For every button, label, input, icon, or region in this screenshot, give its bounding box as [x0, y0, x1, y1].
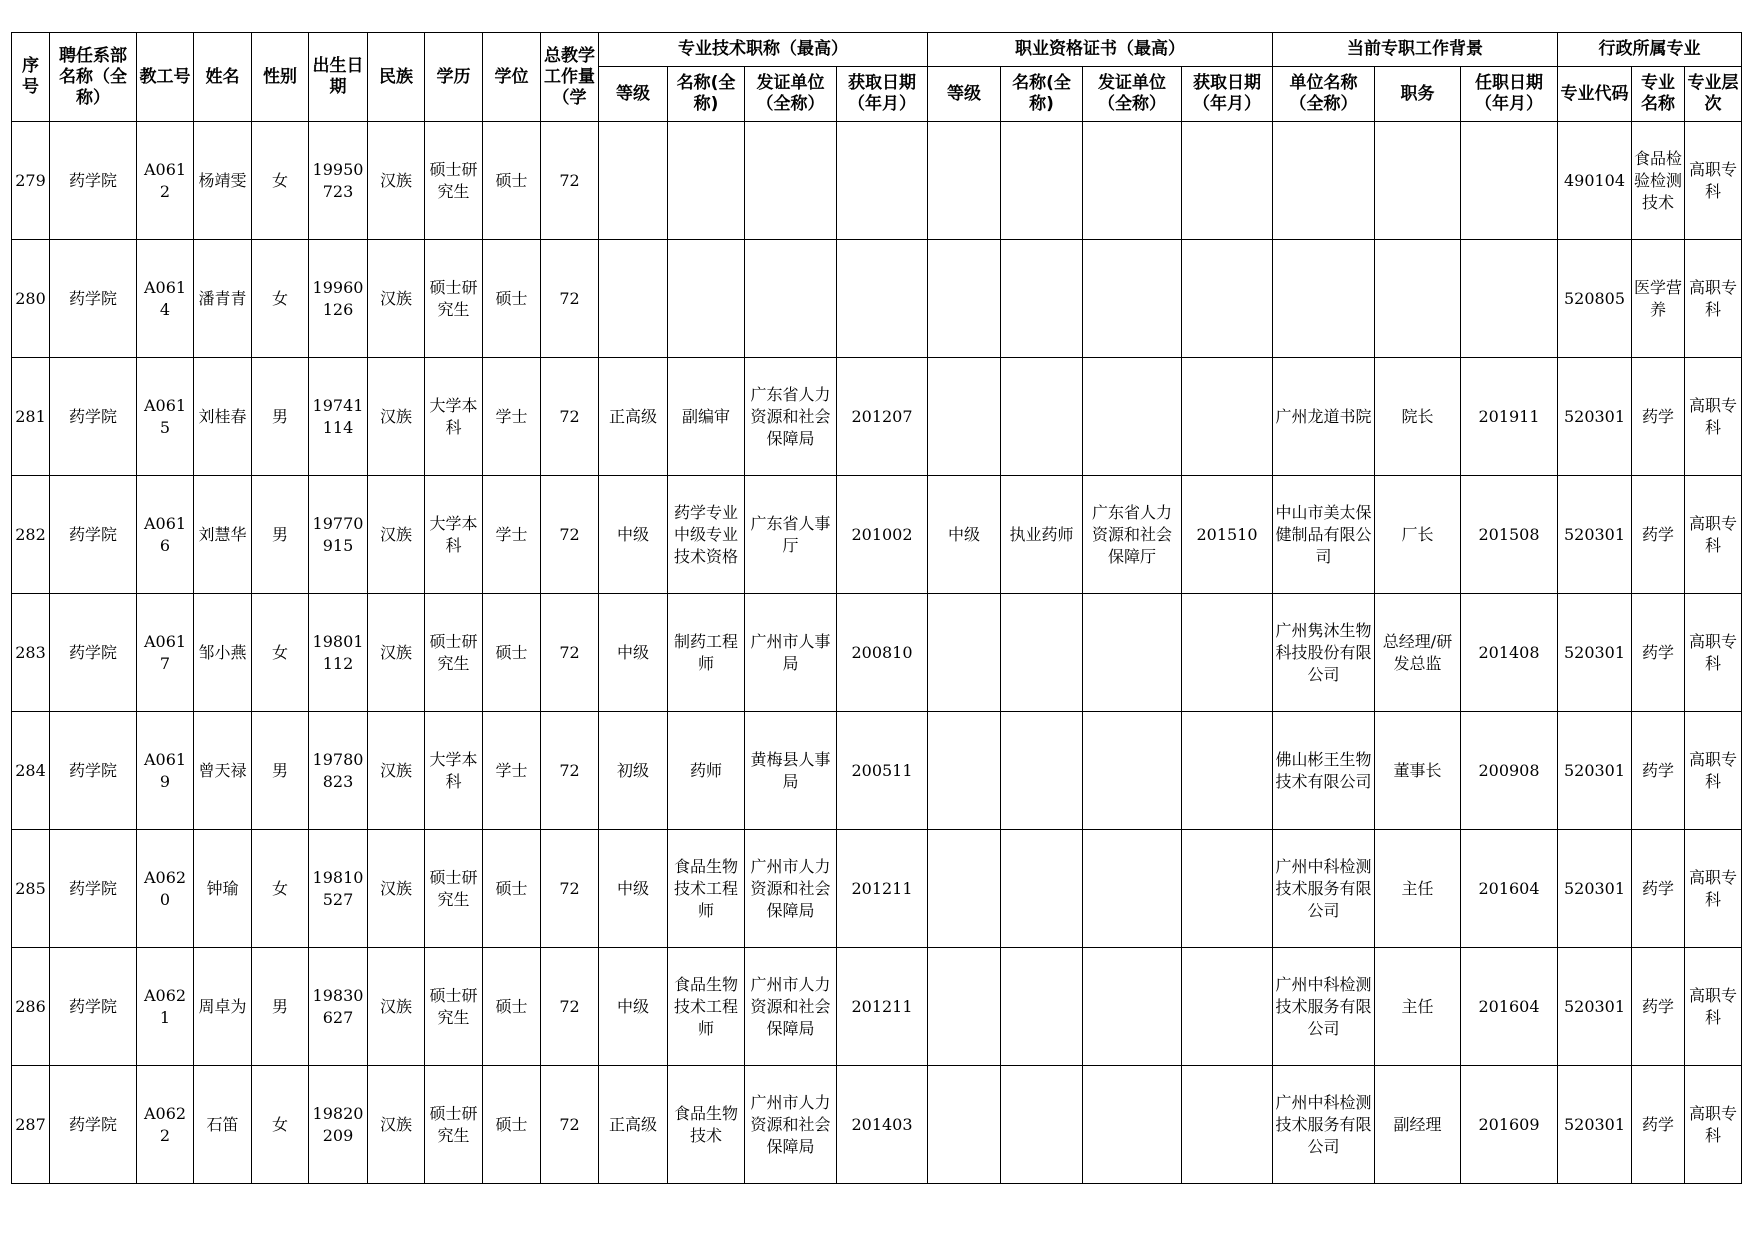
- cell-seq: 285: [12, 830, 50, 948]
- header-education: 学历: [425, 33, 483, 122]
- cell-title-level: 中级: [599, 948, 668, 1066]
- cell-name: 曾天禄: [194, 712, 252, 830]
- group-header-row: [12, 33, 1742, 67]
- header-ethnicity: 民族: [368, 33, 425, 122]
- cell-title-date: 201207: [837, 358, 928, 476]
- cell-degree: 硕士: [483, 948, 541, 1066]
- cell-work-date: 201604: [1461, 948, 1558, 1066]
- cell-cert-date: 201510: [1182, 476, 1273, 594]
- cell-major-code: 520301: [1558, 476, 1632, 594]
- cell-staff-no: A0619: [137, 712, 194, 830]
- cell-education: 硕士研究生: [425, 122, 483, 240]
- cell-gender: 女: [252, 594, 309, 712]
- cell-major-name: 药学: [1632, 358, 1685, 476]
- cell-staff-no: A0612: [137, 122, 194, 240]
- cell-ethnicity: 汉族: [368, 1066, 425, 1184]
- cell-work-date: 201408: [1461, 594, 1558, 712]
- cell-title-date: 201403: [837, 1066, 928, 1184]
- cell-title-level: 中级: [599, 476, 668, 594]
- cell-title-issuer: 广东省人事厅: [745, 476, 837, 594]
- cell-cert-name: [1001, 1066, 1083, 1184]
- header-title-name: 名称(全称): [668, 67, 745, 122]
- cell-title-issuer: 广州市人力资源和社会保障局: [745, 830, 837, 948]
- group-header-admin-major: 行政所属专业: [1558, 33, 1742, 67]
- header-birth: 出生日期: [309, 33, 368, 122]
- cell-dept: 药学院: [50, 594, 137, 712]
- cell-cert-level: [928, 1066, 1001, 1184]
- cell-cert-name: [1001, 948, 1083, 1066]
- cell-major-level: 高职专科: [1685, 1066, 1742, 1184]
- header-staff-no: 教工号: [137, 33, 194, 122]
- cell-title-name: [668, 240, 745, 358]
- cell-work-position: 副经理: [1375, 1066, 1461, 1184]
- cell-dept: 药学院: [50, 948, 137, 1066]
- cell-cert-name: [1001, 712, 1083, 830]
- header-name: 姓名: [194, 33, 252, 122]
- cell-birth: 19741114: [309, 358, 368, 476]
- cell-name: 邹小燕: [194, 594, 252, 712]
- cell-title-date: 201211: [837, 830, 928, 948]
- cell-name: 杨靖雯: [194, 122, 252, 240]
- cell-title-level: 正高级: [599, 358, 668, 476]
- header-work-position: 职务: [1375, 67, 1461, 122]
- cell-cert-issuer: [1083, 948, 1182, 1066]
- cell-work-date: 201609: [1461, 1066, 1558, 1184]
- header-workload: 总教学工作量（学: [541, 33, 599, 122]
- cell-work-position: 院长: [1375, 358, 1461, 476]
- cell-degree: 硕士: [483, 122, 541, 240]
- cell-cert-date: [1182, 948, 1273, 1066]
- cell-cert-issuer: 广东省人力资源和社会保障厅: [1083, 476, 1182, 594]
- cell-name: 钟瑜: [194, 830, 252, 948]
- cell-cert-date: [1182, 240, 1273, 358]
- header-major-code: 专业代码: [1558, 67, 1632, 122]
- cell-work-date: 201508: [1461, 476, 1558, 594]
- table-row: [12, 122, 1742, 240]
- cell-birth: 19950723: [309, 122, 368, 240]
- cell-dept: 药学院: [50, 830, 137, 948]
- table-row: [12, 358, 1742, 476]
- cell-seq: 284: [12, 712, 50, 830]
- cell-title-name: 副编审: [668, 358, 745, 476]
- cell-cert-level: 中级: [928, 476, 1001, 594]
- cell-major-level: 高职专科: [1685, 358, 1742, 476]
- cell-workload: 72: [541, 358, 599, 476]
- header-gender: 性别: [252, 33, 309, 122]
- cell-ethnicity: 汉族: [368, 122, 425, 240]
- cell-cert-date: [1182, 830, 1273, 948]
- cell-degree: 学士: [483, 712, 541, 830]
- cell-name: 潘青青: [194, 240, 252, 358]
- cell-gender: 男: [252, 358, 309, 476]
- cell-work-date: [1461, 122, 1558, 240]
- cell-title-level: [599, 240, 668, 358]
- cell-education: 硕士研究生: [425, 1066, 483, 1184]
- cell-major-level: 高职专科: [1685, 240, 1742, 358]
- cell-title-date: [837, 122, 928, 240]
- cell-name: 石笛: [194, 1066, 252, 1184]
- cell-ethnicity: 汉族: [368, 358, 425, 476]
- cell-education: 硕士研究生: [425, 594, 483, 712]
- cell-cert-date: [1182, 594, 1273, 712]
- header-work-date: 任职日期（年月）: [1461, 67, 1558, 122]
- cell-work-unit: 广州中科检测技术服务有限公司: [1273, 830, 1375, 948]
- cell-birth: 19820209: [309, 1066, 368, 1184]
- cell-work-position: [1375, 240, 1461, 358]
- cell-major-code: 520301: [1558, 1066, 1632, 1184]
- cell-gender: 男: [252, 948, 309, 1066]
- cell-degree: 硕士: [483, 594, 541, 712]
- cell-major-code: 520805: [1558, 240, 1632, 358]
- cell-dept: 药学院: [50, 1066, 137, 1184]
- cell-cert-name: [1001, 594, 1083, 712]
- cell-education: 大学本科: [425, 358, 483, 476]
- header-title-issuer: 发证单位（全称）: [745, 67, 837, 122]
- cell-name: 刘桂春: [194, 358, 252, 476]
- cell-title-name: 食品生物技术工程师: [668, 830, 745, 948]
- cell-degree: 硕士: [483, 830, 541, 948]
- cell-title-name: 药学专业中级专业技术资格: [668, 476, 745, 594]
- cell-ethnicity: 汉族: [368, 476, 425, 594]
- cell-cert-level: [928, 240, 1001, 358]
- table-row: [12, 948, 1742, 1066]
- cell-major-code: 520301: [1558, 712, 1632, 830]
- header-major-level: 专业层次: [1685, 67, 1742, 122]
- cell-gender: 女: [252, 240, 309, 358]
- cell-workload: 72: [541, 830, 599, 948]
- cell-major-name: 食品检验检测技术: [1632, 122, 1685, 240]
- header-cert-level: 等级: [928, 67, 1001, 122]
- cell-education: 硕士研究生: [425, 830, 483, 948]
- cell-title-name: 食品生物技术工程师: [668, 948, 745, 1066]
- cell-gender: 女: [252, 122, 309, 240]
- cell-ethnicity: 汉族: [368, 948, 425, 1066]
- cell-cert-issuer: [1083, 830, 1182, 948]
- table-row: [12, 594, 1742, 712]
- cell-education: 大学本科: [425, 476, 483, 594]
- header-cert-name: 名称(全称): [1001, 67, 1083, 122]
- cell-cert-level: [928, 830, 1001, 948]
- cell-major-code: 520301: [1558, 830, 1632, 948]
- header-work-unit: 单位名称（全称）: [1273, 67, 1375, 122]
- cell-work-date: 201911: [1461, 358, 1558, 476]
- cell-gender: 男: [252, 476, 309, 594]
- cell-workload: 72: [541, 240, 599, 358]
- cell-work-unit: [1273, 240, 1375, 358]
- cell-cert-level: [928, 358, 1001, 476]
- cell-title-name: [668, 122, 745, 240]
- cell-title-issuer: 广州市人力资源和社会保障局: [745, 1066, 837, 1184]
- cell-major-code: 520301: [1558, 594, 1632, 712]
- cell-major-level: 高职专科: [1685, 122, 1742, 240]
- cell-title-level: 中级: [599, 830, 668, 948]
- cell-major-name: 药学: [1632, 948, 1685, 1066]
- table-row: [12, 712, 1742, 830]
- cell-workload: 72: [541, 122, 599, 240]
- cell-major-name: 药学: [1632, 594, 1685, 712]
- cell-title-issuer: 广州市人事局: [745, 594, 837, 712]
- cell-education: 硕士研究生: [425, 240, 483, 358]
- cell-birth: 19810527: [309, 830, 368, 948]
- cell-birth: 19780823: [309, 712, 368, 830]
- cell-dept: 药学院: [50, 358, 137, 476]
- cell-education: 硕士研究生: [425, 948, 483, 1066]
- cell-ethnicity: 汉族: [368, 240, 425, 358]
- cell-title-level: 正高级: [599, 1066, 668, 1184]
- cell-workload: 72: [541, 1066, 599, 1184]
- cell-name: 刘慧华: [194, 476, 252, 594]
- cell-work-unit: [1273, 122, 1375, 240]
- cell-title-issuer: [745, 240, 837, 358]
- cell-major-level: 高职专科: [1685, 948, 1742, 1066]
- cell-major-code: 520301: [1558, 948, 1632, 1066]
- cell-seq: 281: [12, 358, 50, 476]
- cell-name: 周卓为: [194, 948, 252, 1066]
- cell-workload: 72: [541, 712, 599, 830]
- cell-work-unit: 中山市美太保健制品有限公司: [1273, 476, 1375, 594]
- cell-title-level: [599, 122, 668, 240]
- cell-cert-level: [928, 712, 1001, 830]
- cell-staff-no: A0615: [137, 358, 194, 476]
- cell-work-unit: 广州中科检测技术服务有限公司: [1273, 1066, 1375, 1184]
- header-cert-date: 获取日期（年月）: [1182, 67, 1273, 122]
- cell-seq: 287: [12, 1066, 50, 1184]
- cell-cert-issuer: [1083, 594, 1182, 712]
- cell-title-level: 中级: [599, 594, 668, 712]
- cell-title-name: 制药工程师: [668, 594, 745, 712]
- cell-title-name: 食品生物技术: [668, 1066, 745, 1184]
- cell-gender: 男: [252, 712, 309, 830]
- cell-major-code: 490104: [1558, 122, 1632, 240]
- cell-work-position: 主任: [1375, 948, 1461, 1066]
- cell-seq: 283: [12, 594, 50, 712]
- cell-cert-issuer: [1083, 240, 1182, 358]
- cell-ethnicity: 汉族: [368, 594, 425, 712]
- cell-work-date: 200908: [1461, 712, 1558, 830]
- cell-birth: 19960126: [309, 240, 368, 358]
- cell-work-position: 厂长: [1375, 476, 1461, 594]
- cell-title-date: 201002: [837, 476, 928, 594]
- cell-seq: 286: [12, 948, 50, 1066]
- cell-seq: 282: [12, 476, 50, 594]
- cell-title-level: 初级: [599, 712, 668, 830]
- cell-cert-level: [928, 122, 1001, 240]
- cell-title-date: 200511: [837, 712, 928, 830]
- staff-table: [11, 32, 1742, 1184]
- cell-staff-no: A0616: [137, 476, 194, 594]
- cell-cert-name: [1001, 358, 1083, 476]
- cell-title-date: 201211: [837, 948, 928, 1066]
- cell-major-level: 高职专科: [1685, 594, 1742, 712]
- cell-cert-issuer: [1083, 1066, 1182, 1184]
- table-row: [12, 830, 1742, 948]
- cell-degree: 学士: [483, 358, 541, 476]
- cell-work-date: [1461, 240, 1558, 358]
- group-header-qual-cert: 职业资格证书（最高）: [928, 33, 1273, 67]
- cell-cert-issuer: [1083, 122, 1182, 240]
- cell-work-position: 董事长: [1375, 712, 1461, 830]
- group-header-work-bg: 当前专职工作背景: [1273, 33, 1558, 67]
- cell-major-code: 520301: [1558, 358, 1632, 476]
- cell-work-unit: 广州中科检测技术服务有限公司: [1273, 948, 1375, 1066]
- cell-major-name: 药学: [1632, 830, 1685, 948]
- cell-degree: 学士: [483, 476, 541, 594]
- cell-workload: 72: [541, 594, 599, 712]
- cell-major-level: 高职专科: [1685, 476, 1742, 594]
- cell-birth: 19801112: [309, 594, 368, 712]
- group-header-tech-title: 专业技术职称（最高）: [599, 33, 928, 67]
- cell-title-date: [837, 240, 928, 358]
- cell-staff-no: A0621: [137, 948, 194, 1066]
- cell-cert-date: [1182, 712, 1273, 830]
- cell-birth: 19770915: [309, 476, 368, 594]
- cell-work-position: 主任: [1375, 830, 1461, 948]
- cell-major-level: 高职专科: [1685, 830, 1742, 948]
- cell-work-date: 201604: [1461, 830, 1558, 948]
- cell-dept: 药学院: [50, 712, 137, 830]
- cell-work-unit: 广州隽沐生物科技股份有限公司: [1273, 594, 1375, 712]
- cell-title-issuer: 广东省人力资源和社会保障局: [745, 358, 837, 476]
- cell-major-name: 药学: [1632, 476, 1685, 594]
- cell-title-issuer: 黄梅县人事局: [745, 712, 837, 830]
- cell-cert-date: [1182, 1066, 1273, 1184]
- table-row: [12, 240, 1742, 358]
- cell-cert-name: [1001, 830, 1083, 948]
- cell-cert-level: [928, 948, 1001, 1066]
- cell-cert-date: [1182, 122, 1273, 240]
- cell-title-date: 200810: [837, 594, 928, 712]
- cell-cert-name: 执业药师: [1001, 476, 1083, 594]
- table-row: [12, 1066, 1742, 1184]
- header-title-date: 获取日期（年月）: [837, 67, 928, 122]
- header-dept: 聘任系部名称（全称）: [50, 33, 137, 122]
- cell-ethnicity: 汉族: [368, 830, 425, 948]
- cell-seq: 279: [12, 122, 50, 240]
- cell-dept: 药学院: [50, 122, 137, 240]
- cell-gender: 女: [252, 830, 309, 948]
- cell-cert-level: [928, 594, 1001, 712]
- cell-staff-no: A0622: [137, 1066, 194, 1184]
- cell-title-issuer: 广州市人力资源和社会保障局: [745, 948, 837, 1066]
- cell-ethnicity: 汉族: [368, 712, 425, 830]
- cell-major-name: 药学: [1632, 1066, 1685, 1184]
- cell-birth: 19830627: [309, 948, 368, 1066]
- cell-title-issuer: [745, 122, 837, 240]
- cell-title-name: 药师: [668, 712, 745, 830]
- cell-major-name: 医学营养: [1632, 240, 1685, 358]
- cell-staff-no: A0617: [137, 594, 194, 712]
- cell-work-unit: 广州龙道书院: [1273, 358, 1375, 476]
- cell-staff-no: A0620: [137, 830, 194, 948]
- header-major-name: 专业名称: [1632, 67, 1685, 122]
- cell-degree: 硕士: [483, 240, 541, 358]
- cell-workload: 72: [541, 948, 599, 1066]
- header-seq: 序号: [12, 33, 50, 122]
- cell-dept: 药学院: [50, 476, 137, 594]
- cell-dept: 药学院: [50, 240, 137, 358]
- cell-seq: 280: [12, 240, 50, 358]
- cell-gender: 女: [252, 1066, 309, 1184]
- cell-cert-name: [1001, 240, 1083, 358]
- cell-cert-issuer: [1083, 358, 1182, 476]
- cell-work-position: [1375, 122, 1461, 240]
- cell-work-unit: 佛山彬王生物技术有限公司: [1273, 712, 1375, 830]
- header-degree: 学位: [483, 33, 541, 122]
- cell-degree: 硕士: [483, 1066, 541, 1184]
- cell-education: 大学本科: [425, 712, 483, 830]
- cell-cert-date: [1182, 358, 1273, 476]
- header-title-level: 等级: [599, 67, 668, 122]
- cell-staff-no: A0614: [137, 240, 194, 358]
- cell-workload: 72: [541, 476, 599, 594]
- cell-major-level: 高职专科: [1685, 712, 1742, 830]
- cell-cert-name: [1001, 122, 1083, 240]
- cell-cert-issuer: [1083, 712, 1182, 830]
- cell-work-position: 总经理/研发总监: [1375, 594, 1461, 712]
- table-row: [12, 476, 1742, 594]
- cell-major-name: 药学: [1632, 712, 1685, 830]
- header-cert-issuer: 发证单位（全称）: [1083, 67, 1182, 122]
